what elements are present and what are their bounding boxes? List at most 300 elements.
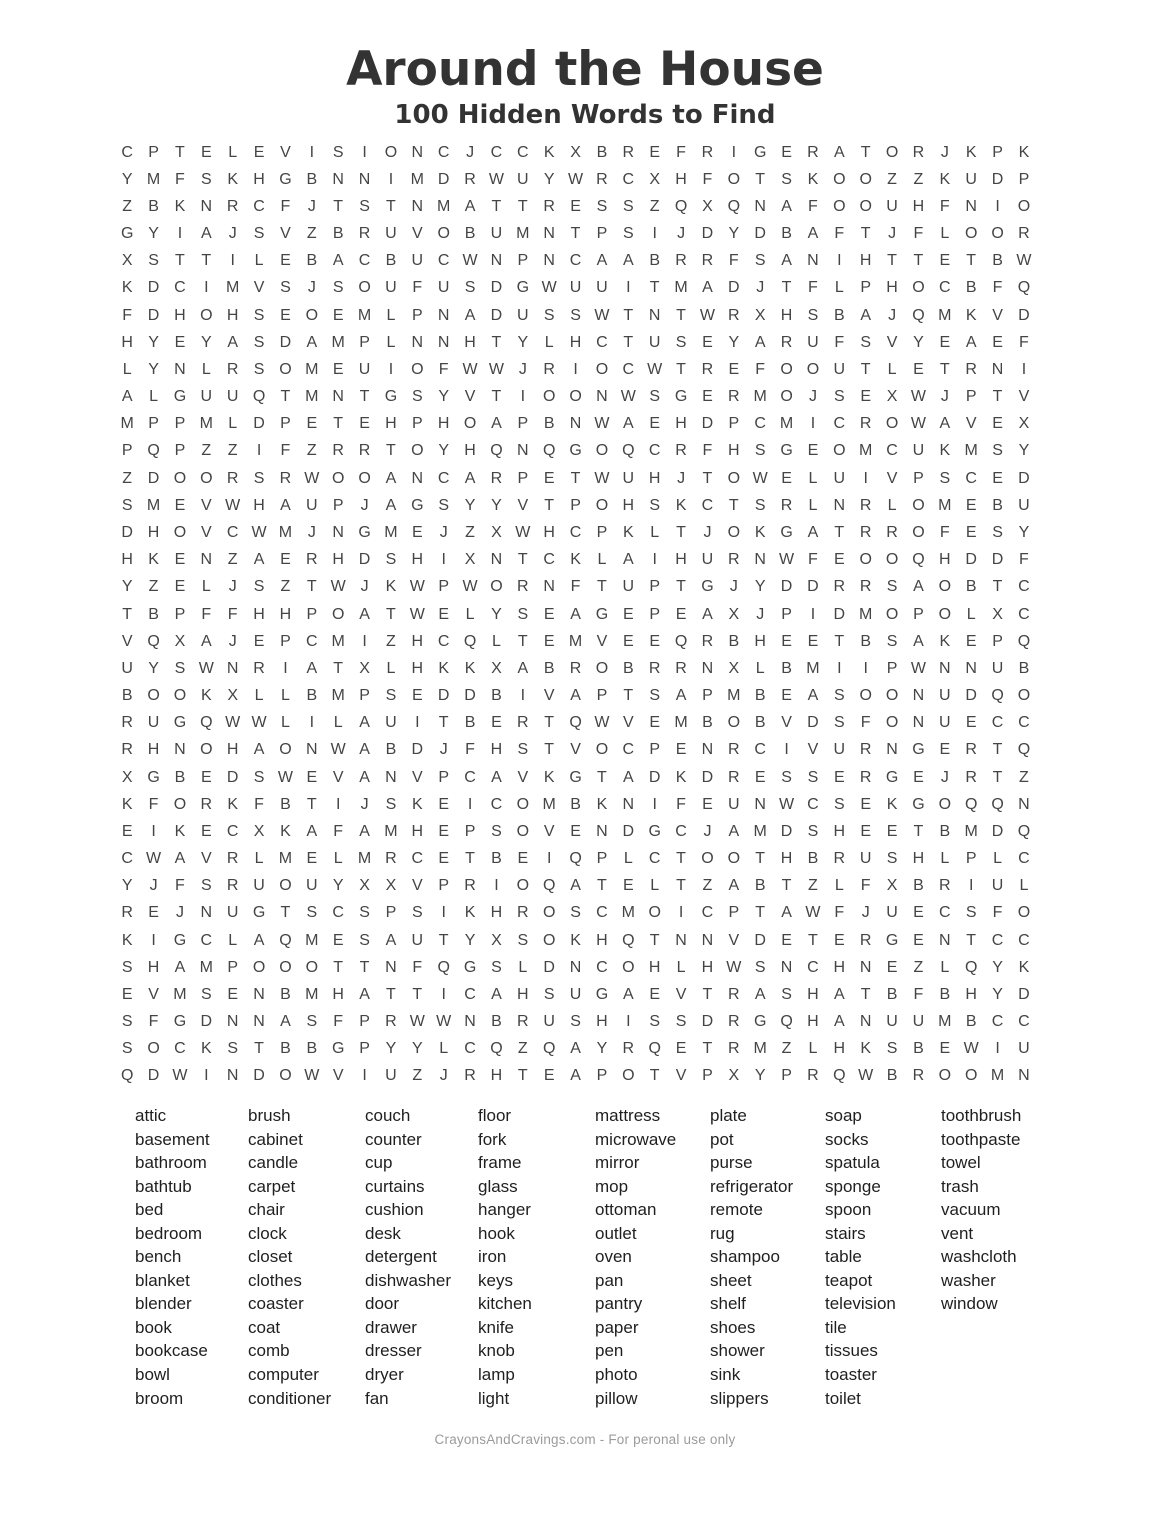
- grid-letter: F: [280, 197, 291, 215]
- grid-letter: N: [833, 496, 846, 514]
- grid-letter: N: [701, 741, 714, 759]
- word-item: oven: [595, 1247, 632, 1267]
- grid-letter: K: [1018, 958, 1030, 976]
- grid-letter: S: [438, 496, 450, 514]
- grid-letter: H: [147, 958, 160, 976]
- grid-letter: S: [174, 659, 186, 677]
- grid-letter: B: [543, 415, 555, 433]
- grid-letter: M: [384, 523, 398, 541]
- grid-letter: I: [573, 360, 578, 378]
- grid-letter: S: [886, 850, 898, 868]
- grid-letter: U: [728, 795, 740, 813]
- grid-letter: E: [939, 252, 951, 270]
- word-item: desk: [365, 1223, 401, 1243]
- grid-letter: C: [464, 768, 476, 786]
- grid-letter: S: [570, 1013, 581, 1031]
- grid-letter: V: [411, 768, 423, 786]
- grid-letter: I: [335, 795, 341, 813]
- grid-letter: R: [675, 659, 687, 677]
- grid-letter: B: [886, 1067, 898, 1085]
- grid-letter: L: [887, 496, 897, 514]
- grid-letter: V: [121, 632, 133, 650]
- grid-letter: I: [467, 795, 473, 813]
- grid-letter: X: [728, 605, 740, 623]
- grid-letter: E: [886, 822, 898, 840]
- grid-letter: L: [386, 659, 396, 677]
- grid-letter: F: [175, 170, 185, 188]
- grid-letter: R: [306, 551, 318, 569]
- grid-letter: H: [728, 442, 740, 460]
- grid-letter: S: [200, 170, 212, 188]
- grid-letter: I: [230, 252, 235, 270]
- grid-letter: U: [517, 306, 529, 324]
- grid-letter: V: [570, 741, 581, 759]
- grid-letter: I: [204, 1067, 209, 1085]
- grid-letter: M: [568, 632, 583, 650]
- grid-letter: B: [174, 768, 186, 786]
- grid-letter: T: [781, 877, 792, 895]
- grid-letter: T: [175, 252, 185, 270]
- grid-letter: Q: [674, 197, 688, 215]
- grid-letter: U: [622, 469, 635, 487]
- grid-letter: D: [965, 687, 977, 705]
- grid-letter: E: [200, 768, 212, 786]
- grid-letter: E: [438, 605, 450, 623]
- grid-letter: T: [939, 360, 950, 378]
- grid-letter: O: [912, 523, 925, 541]
- grid-letter: P: [992, 632, 1003, 650]
- grid-letter: X: [702, 197, 713, 215]
- grid-letter: P: [359, 333, 370, 351]
- grid-letter: B: [280, 1040, 291, 1058]
- grid-letter: V: [807, 741, 819, 759]
- grid-letter: O: [463, 415, 477, 433]
- grid-letter: A: [570, 1040, 581, 1058]
- grid-letter: B: [1018, 659, 1030, 677]
- grid-letter: S: [306, 1013, 318, 1031]
- grid-letter: G: [331, 1040, 345, 1058]
- grid-letter: L: [201, 578, 211, 596]
- grid-letter: M: [199, 415, 213, 433]
- grid-letter: X: [464, 551, 476, 569]
- grid-letter: A: [833, 985, 845, 1003]
- grid-letter: W: [910, 415, 926, 433]
- grid-letter: T: [992, 741, 1003, 759]
- grid-letter: B: [385, 741, 397, 759]
- grid-letter: R: [226, 877, 239, 895]
- grid-letter: S: [807, 306, 819, 324]
- grid-letter: H: [675, 551, 687, 569]
- grid-letter: F: [728, 252, 739, 270]
- grid-letter: T: [649, 931, 660, 949]
- grid-letter: U: [833, 741, 846, 759]
- word-item: bookcase: [135, 1341, 208, 1361]
- grid-letter: A: [359, 605, 370, 623]
- grid-letter: H: [411, 659, 424, 677]
- grid-letter: L: [940, 225, 950, 243]
- grid-letter: T: [254, 1040, 264, 1058]
- grid-letter: N: [332, 388, 344, 406]
- grid-letter: K: [939, 442, 951, 460]
- grid-letter: U: [939, 687, 951, 705]
- grid-letter: L: [940, 958, 950, 976]
- grid-letter: J: [756, 605, 765, 623]
- grid-letter: H: [385, 415, 397, 433]
- grid-letter: Z: [649, 197, 660, 215]
- grid-letter: W: [409, 578, 425, 596]
- grid-letter: A: [622, 768, 634, 786]
- grid-letter: N: [226, 1013, 239, 1031]
- grid-letter: D: [701, 225, 714, 243]
- grid-letter: E: [121, 985, 133, 1003]
- grid-letter: M: [753, 1040, 767, 1058]
- grid-letter: B: [596, 143, 608, 161]
- word-item: washer: [941, 1270, 996, 1290]
- grid-letter: L: [834, 279, 844, 297]
- word-item: dresser: [365, 1341, 422, 1361]
- grid-letter: E: [306, 850, 318, 868]
- grid-letter: R: [279, 469, 292, 487]
- word-item: cup: [365, 1153, 393, 1173]
- grid-letter: P: [148, 143, 159, 161]
- grid-letter: O: [595, 659, 609, 677]
- grid-letter: H: [675, 170, 687, 188]
- grid-letter: P: [174, 605, 186, 623]
- grid-letter: E: [227, 985, 239, 1003]
- grid-letter: I: [863, 659, 868, 677]
- grid-letter: M: [120, 415, 134, 433]
- grid-letter: S: [675, 333, 687, 351]
- grid-letter: C: [622, 170, 635, 188]
- grid-letter: X: [886, 388, 898, 406]
- grid-letter: N: [675, 931, 687, 949]
- page-subtitle: 100 Hidden Words to Find: [394, 100, 776, 130]
- grid-letter: A: [359, 985, 370, 1003]
- grid-letter: L: [650, 523, 660, 541]
- grid-letter: L: [755, 659, 765, 677]
- grid-letter: L: [122, 360, 132, 378]
- grid-letter: T: [333, 197, 344, 215]
- grid-letter: E: [965, 632, 977, 650]
- grid-letter: L: [280, 687, 290, 705]
- grid-letter: S: [332, 279, 344, 297]
- grid-letter: C: [622, 741, 635, 759]
- grid-letter: D: [648, 768, 661, 786]
- word-list-column: [595, 1104, 710, 1410]
- grid-letter: C: [174, 279, 186, 297]
- word-item: paper: [595, 1317, 639, 1337]
- grid-letter: D: [701, 415, 714, 433]
- grid-letter: E: [543, 469, 555, 487]
- grid-letter: N: [569, 958, 582, 976]
- grid-letter: T: [333, 415, 344, 433]
- grid-letter: O: [331, 469, 345, 487]
- grid-letter: Y: [543, 170, 555, 188]
- grid-letter: E: [411, 687, 423, 705]
- grid-letter: X: [174, 632, 186, 650]
- grid-letter: O: [595, 741, 609, 759]
- grid-letter: C: [464, 1040, 476, 1058]
- grid-letter: C: [807, 958, 819, 976]
- word-item: pot: [710, 1129, 734, 1149]
- grid-letter: U: [121, 659, 133, 677]
- grid-letter: K: [622, 523, 634, 541]
- grid-letter: R: [728, 1040, 740, 1058]
- grid-letter: W: [304, 1067, 320, 1085]
- grid-letter: Q: [991, 795, 1004, 813]
- grid-letter: P: [649, 578, 661, 596]
- grid-letter: R: [517, 904, 529, 922]
- grid-letter: K: [543, 768, 555, 786]
- word-item: sheet: [710, 1270, 752, 1290]
- grid-letter: S: [491, 822, 502, 840]
- grid-letter: S: [121, 496, 133, 514]
- grid-letter: A: [359, 768, 370, 786]
- grid-letter: Q: [727, 197, 741, 215]
- grid-letter: C: [622, 360, 635, 378]
- grid-letter: T: [517, 1067, 528, 1085]
- grid-letter: C: [411, 850, 424, 868]
- grid-letter: P: [596, 1067, 608, 1085]
- grid-letter: G: [912, 741, 925, 759]
- grid-letter: Q: [200, 714, 213, 732]
- grid-letter: R: [807, 1067, 819, 1085]
- grid-letter: O: [279, 360, 292, 378]
- word-item: knob: [478, 1341, 515, 1361]
- grid-letter: C: [648, 442, 661, 460]
- grid-letter: L: [280, 714, 290, 732]
- grid-letter: B: [543, 659, 555, 677]
- word-item: television: [825, 1294, 896, 1314]
- grid-letter: B: [306, 170, 318, 188]
- word-item: toilet: [825, 1388, 861, 1408]
- grid-letter: R: [121, 741, 133, 759]
- grid-letter: U: [1018, 1040, 1030, 1058]
- grid-letter: Q: [569, 850, 582, 868]
- grid-letter: W: [647, 360, 663, 378]
- grid-letter: D: [226, 768, 239, 786]
- grid-letter: Y: [464, 931, 476, 949]
- word-item: coat: [248, 1317, 281, 1337]
- word-item: kitchen: [478, 1294, 532, 1314]
- grid-letter: J: [888, 306, 897, 324]
- grid-letter: K: [860, 1040, 872, 1058]
- grid-letter: G: [595, 605, 609, 623]
- grid-letter: R: [833, 850, 846, 868]
- word-list-column: [710, 1104, 825, 1410]
- grid-letter: T: [386, 442, 396, 460]
- grid-letter: U: [886, 904, 898, 922]
- grid-letter: U: [991, 659, 1004, 677]
- grid-letter: H: [490, 1067, 503, 1085]
- word-item: computer: [248, 1365, 319, 1385]
- grid-letter: H: [121, 333, 133, 351]
- grid-letter: U: [701, 551, 714, 569]
- grid-letter: D: [543, 958, 555, 976]
- word-list-column: [941, 1104, 1051, 1410]
- grid-letter: O: [411, 360, 424, 378]
- grid-letter: M: [357, 850, 372, 868]
- grid-letter: S: [253, 333, 265, 351]
- grid-letter: B: [148, 605, 159, 623]
- grid-letter: M: [146, 170, 161, 188]
- grid-letter: A: [570, 877, 581, 895]
- word-item: frame: [478, 1153, 522, 1173]
- grid-letter: G: [120, 225, 134, 243]
- grid-letter: V: [965, 415, 977, 433]
- grid-letter: H: [253, 605, 265, 623]
- grid-letter: S: [306, 904, 318, 922]
- grid-letter: C: [1018, 1013, 1030, 1031]
- grid-letter: O: [516, 822, 530, 840]
- grid-letter: V: [728, 931, 740, 949]
- grid-letter: E: [280, 551, 291, 569]
- grid-letter: R: [543, 360, 555, 378]
- grid-letter: Q: [542, 1040, 556, 1058]
- grid-letter: E: [649, 985, 661, 1003]
- word-item: floor: [478, 1106, 512, 1125]
- grid-letter: N: [332, 523, 344, 541]
- grid-letter: C: [200, 931, 213, 949]
- grid-letter: N: [965, 659, 977, 677]
- grid-letter: A: [253, 551, 265, 569]
- grid-letter: C: [701, 496, 714, 514]
- grid-letter: I: [731, 143, 737, 161]
- grid-letter: C: [675, 822, 687, 840]
- grid-letter: O: [648, 904, 661, 922]
- grid-letter: A: [359, 741, 370, 759]
- grid-letter: T: [359, 388, 370, 406]
- grid-letter: L: [597, 551, 607, 569]
- grid-letter: B: [306, 252, 318, 270]
- grid-letter: J: [677, 225, 686, 243]
- grid-letter: Q: [120, 1067, 134, 1085]
- grid-letter: C: [1018, 605, 1030, 623]
- grid-letter: B: [491, 1013, 502, 1031]
- grid-letter: J: [940, 143, 949, 161]
- grid-letter: Q: [147, 632, 160, 650]
- grid-letter: A: [174, 850, 186, 868]
- grid-letter: H: [622, 496, 635, 514]
- grid-letter: G: [411, 496, 424, 514]
- grid-letter: D: [728, 279, 740, 297]
- word-item: counter: [365, 1129, 422, 1149]
- grid-letter: T: [623, 306, 634, 324]
- grid-letter: C: [807, 795, 819, 813]
- grid-letter: A: [754, 985, 766, 1003]
- grid-letter: S: [121, 958, 133, 976]
- grid-letter: Q: [490, 1040, 503, 1058]
- grid-letter: X: [491, 659, 502, 677]
- grid-letter: Q: [252, 388, 266, 406]
- grid-letter: H: [596, 931, 608, 949]
- word-list-column: [478, 1104, 595, 1410]
- grid-letter: H: [226, 306, 239, 324]
- word-item: mop: [595, 1176, 629, 1196]
- grid-letter: U: [833, 360, 846, 378]
- word-item: conditioner: [248, 1388, 332, 1408]
- grid-letter: V: [200, 523, 212, 541]
- grid-letter: A: [754, 333, 766, 351]
- grid-letter: C: [226, 523, 239, 541]
- grid-letter: P: [227, 958, 239, 976]
- grid-letter: V: [464, 388, 476, 406]
- grid-letter: S: [280, 279, 291, 297]
- grid-letter: M: [964, 442, 978, 460]
- grid-letter: M: [938, 496, 952, 514]
- grid-letter: R: [701, 632, 714, 650]
- grid-letter: Q: [569, 714, 582, 732]
- grid-letter: C: [226, 822, 239, 840]
- grid-letter: O: [358, 279, 371, 297]
- grid-letter: U: [912, 442, 925, 460]
- grid-letter: F: [939, 523, 950, 541]
- grid-letter: H: [912, 197, 925, 215]
- grid-letter: J: [307, 279, 316, 297]
- grid-letter: O: [542, 904, 556, 922]
- grid-letter: Z: [122, 469, 133, 487]
- grid-letter: M: [806, 659, 820, 677]
- grid-letter: I: [151, 822, 156, 840]
- word-item: spatula: [825, 1153, 880, 1173]
- grid-letter: Z: [808, 877, 818, 895]
- grid-letter: X: [728, 659, 740, 677]
- grid-letter: S: [385, 795, 397, 813]
- grid-letter: I: [652, 551, 657, 569]
- grid-letter: O: [279, 958, 292, 976]
- word-item: curtains: [365, 1176, 425, 1196]
- grid-letter: N: [411, 469, 424, 487]
- grid-letter: W: [594, 469, 610, 487]
- grid-letter: H: [517, 985, 529, 1003]
- grid-letter: T: [702, 985, 713, 1003]
- grid-letter: B: [754, 877, 766, 895]
- grid-letter: B: [754, 687, 766, 705]
- grid-letter: B: [464, 714, 476, 732]
- grid-letter: Y: [148, 659, 159, 677]
- grid-letter: R: [226, 360, 239, 378]
- grid-letter: C: [886, 442, 898, 460]
- grid-letter: V: [622, 714, 634, 732]
- grid-letter: E: [306, 768, 318, 786]
- word-item: comb: [248, 1341, 290, 1361]
- grid-letter: E: [675, 605, 687, 623]
- grid-letter: B: [570, 795, 581, 813]
- grid-letter: Z: [280, 578, 291, 596]
- grid-letter: E: [781, 143, 792, 161]
- grid-letter: T: [438, 931, 449, 949]
- grid-letter: X: [886, 877, 898, 895]
- grid-letter: N: [939, 931, 951, 949]
- grid-letter: R: [464, 877, 476, 895]
- grid-letter: X: [359, 659, 370, 677]
- grid-letter: Y: [121, 877, 133, 895]
- grid-letter: J: [228, 578, 237, 596]
- word-item: vacuum: [941, 1200, 1001, 1220]
- grid-letter: U: [385, 279, 397, 297]
- word-item: chair: [248, 1200, 285, 1220]
- grid-letter: L: [940, 850, 950, 868]
- grid-letter: R: [912, 1067, 925, 1085]
- grid-letter: G: [358, 523, 371, 541]
- word-item: mattress: [595, 1106, 661, 1125]
- grid-letter: M: [516, 225, 530, 243]
- grid-letter: L: [491, 632, 501, 650]
- grid-letter: E: [781, 931, 792, 949]
- grid-letter: S: [464, 279, 476, 297]
- grid-letter: C: [754, 741, 766, 759]
- word-item: vent: [941, 1223, 974, 1243]
